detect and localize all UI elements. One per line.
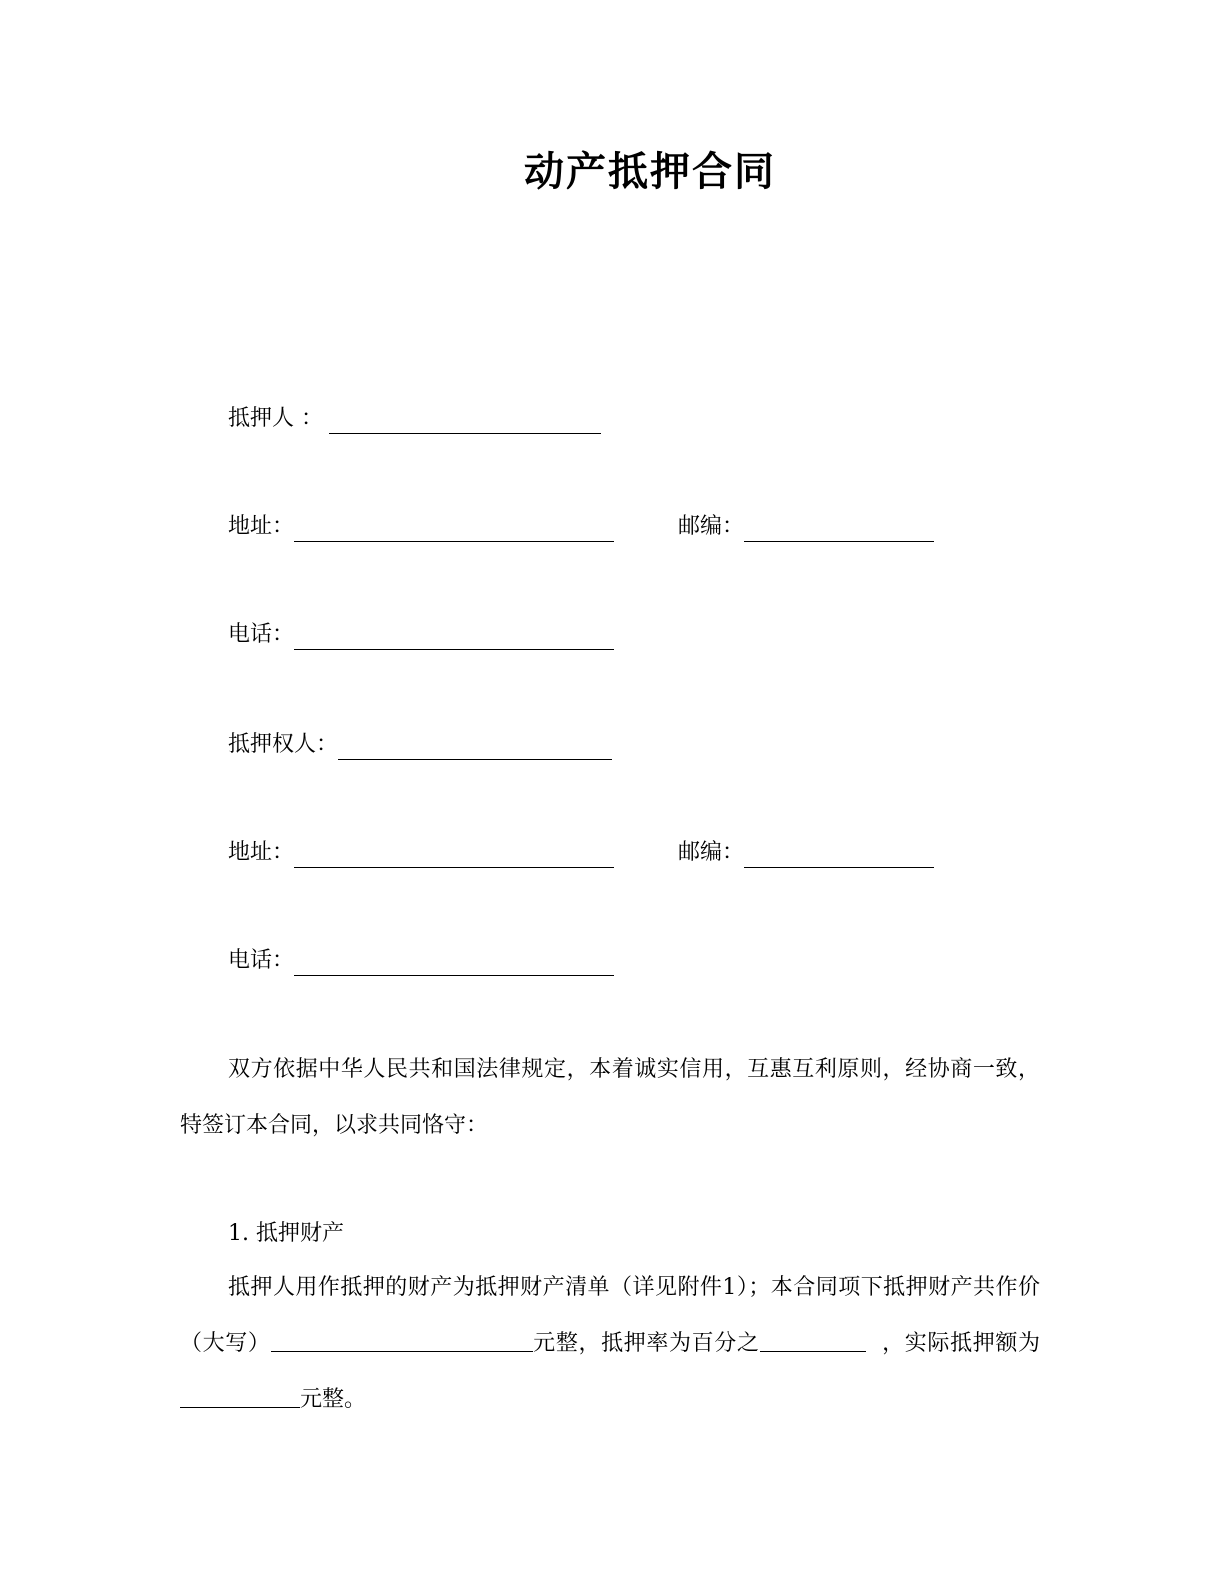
- total-value-blank[interactable]: [271, 1329, 533, 1352]
- section-1-heading: 1. 抵押财产: [228, 1221, 344, 1246]
- section-1-text-part4: 元整。: [300, 1387, 367, 1412]
- mortgagor-phone-row: [228, 620, 614, 650]
- mortgagee-phone-blank[interactable]: [294, 951, 614, 976]
- mortgagor-address-blank[interactable]: [294, 517, 614, 542]
- section-1-text-part3: ，实际抵押额为: [881, 1331, 1040, 1356]
- mortgagee-postcode-label: 邮编：: [678, 840, 745, 865]
- mortgagee-label: 抵押权人：: [228, 732, 339, 757]
- mortgagee-postcode-blank[interactable]: [744, 843, 934, 868]
- mortgagee-phone-label: 电话：: [228, 948, 295, 973]
- mortgagor-postcode-blank[interactable]: [744, 517, 934, 542]
- mortgagor-phone-blank[interactable]: [294, 625, 614, 650]
- mortgagee-phone-row: [228, 946, 614, 976]
- mortgagor-postcode-label: 邮编：: [678, 514, 745, 539]
- mortgagor-address-row: [228, 512, 614, 542]
- preamble-paragraph: 双方依据中华人民共和国法律规定，本着诚实信用，互惠互利原则，经协商一致，特签订本合同，以求共同恪守：: [180, 1057, 1040, 1138]
- mortgagor-blank[interactable]: [329, 409, 601, 434]
- mortgagee-address-row: [228, 838, 614, 868]
- section-1-text-part1: 抵押人用作抵押的财产为抵押财产清单（详见附件1）；本合同项下抵押财产共作价（大写）: [180, 1275, 1040, 1356]
- mortgagee-row: [228, 730, 612, 760]
- actual-amount-blank[interactable]: [180, 1385, 300, 1408]
- section-1-paragraph: [180, 1260, 1040, 1428]
- mortgagee-blank[interactable]: [338, 735, 612, 760]
- mortgagor-postcode-row: [678, 512, 934, 542]
- section-1-text-part2: 元整，抵押率为百分之: [532, 1331, 760, 1356]
- mortgagee-address-label: 地址：: [228, 840, 295, 865]
- mortgagee-address-blank[interactable]: [294, 843, 614, 868]
- mortgagor-row: [228, 404, 601, 434]
- document-title: 动产抵押合同: [524, 149, 776, 195]
- mortgagor-address-label: 地址：: [228, 514, 295, 539]
- mortgage-rate-blank[interactable]: [760, 1329, 866, 1352]
- mortgagee-postcode-row: [678, 838, 934, 868]
- mortgagor-label: 抵押人 ：: [228, 406, 323, 431]
- mortgagor-phone-label: 电话：: [228, 622, 295, 647]
